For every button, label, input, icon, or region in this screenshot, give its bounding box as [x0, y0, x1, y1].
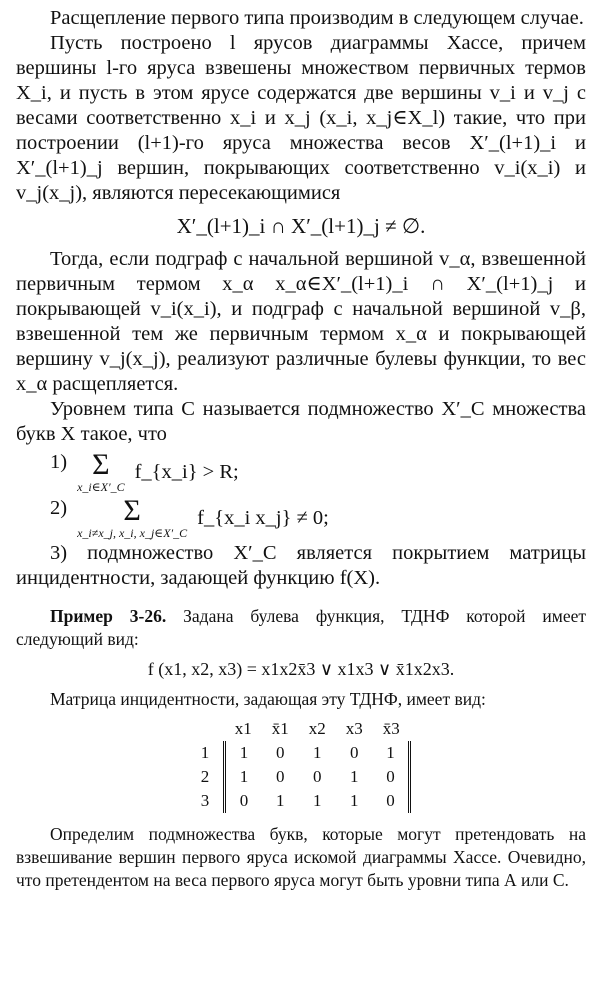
matrix-cell: 0 [276, 767, 285, 786]
matrix-cell: 0 [225, 789, 262, 813]
paragraph-last: Определим подмножества букв, которые могут претендовать на взвешивание вершин первого яруса искомой диаграммы Хассе. Очевидно, что претендентом на веса первого яруса могут быть уровни типа А или С. [16, 824, 586, 890]
matrix-row-label: 3 [200, 791, 210, 810]
matrix-table [191, 717, 412, 813]
condition-1 [50, 448, 586, 494]
incidence-matrix [16, 717, 586, 813]
condition-2-number: 2) [50, 497, 68, 519]
matrix-cell: 1 [313, 743, 322, 762]
matrix-cell: 1 [225, 741, 262, 765]
matrix-cell: 0 [313, 767, 322, 786]
condition-2-subscript: x_i≠x_j, x_i, x_j∈X′_C [77, 526, 188, 540]
sum-sign-2: Σ x_i≠x_j, x_i, x_j∈X′_C [77, 494, 188, 540]
condition-1-subscript: x_i∈X′_C [77, 480, 125, 494]
matrix-cell: 1 [350, 791, 359, 810]
example-heading: Пример 3-26. [50, 606, 167, 626]
formula-intersection: X′_(l+1)_i ∩ X′_(l+1)_j ≠ ∅. [176, 214, 426, 238]
matrix-cell: 1 [313, 791, 322, 810]
matrix-col-header: x̄3 [382, 719, 400, 738]
matrix-row [191, 741, 410, 765]
paragraph-3: Тогда, если подграф с начальной вершиной v_α, взвешенной первичным термом x_α x_α∈X′_(l+1)_i ∩ X′_(l+1)_j и покрывающей v_i(x_i), и подграф с начальной вершиной v_β, взвешенной тем же первичным термом x_α и покрывающей вершину v_j(x_j), реализуют различные булевы функции, то вес x_α расщепляется. [16, 248, 586, 395]
matrix-col-header: x1 [234, 719, 252, 738]
matrix-cell: 0 [373, 789, 410, 813]
paragraph-1: Расщепление первого типа производим в следующем случае. [50, 7, 584, 29]
matrix-cell: 1 [276, 791, 285, 810]
matrix-cell: 0 [350, 743, 359, 762]
matrix-intro: Матрица инцидентности, задающая эту ТДНФ, имеет вид: [50, 689, 486, 709]
condition-2-expression: f_{x_i x_j} ≠ 0; [197, 507, 329, 529]
matrix-cell: 0 [276, 743, 285, 762]
matrix-col-header: x̄1 [271, 719, 289, 738]
matrix-cell: 1 [373, 741, 410, 765]
matrix-header-row [191, 717, 410, 741]
condition-3: 3) подмножество X′_C является покрытием матрицы инцидентности, задающей функцию f(X). [16, 542, 586, 589]
example-paragraph [16, 605, 586, 651]
example-text: Задана булева функция, ТДНФ которой имеет следующий вид: [16, 606, 587, 649]
condition-1-number: 1) [50, 451, 68, 473]
condition-2 [50, 494, 586, 540]
formula-function: f (x1, x2, x3) = x1x2x̄3 ∨ x1x3 ∨ x̄1x2x3. [147, 659, 455, 679]
matrix-col-header: x2 [308, 719, 326, 738]
paragraph-4: Уровнем типа С называется подмножество X′_C множества букв X такое, что [16, 398, 586, 445]
sum-sign-1: Σ x_i∈X′_C [77, 448, 125, 494]
matrix-row [191, 789, 410, 813]
matrix-row-label: 1 [200, 743, 210, 762]
matrix-col-header: x3 [345, 719, 363, 738]
paragraph-2: Пусть построено l ярусов диаграммы Хассе, причем вершины l-го яруса взвешены множеством первичных термов X_i, и пусть в этом ярусе содержатся две вершины v_i и v_j с весами соответственно x_i и x_j (x_i, x_j∈X_l) такие, что при построении (l+1)-го яруса множества весов X′_(l+1)_i и X′_(l+1)_j вершин, покрывающих соответственно v_i(x_i) и v_j(x_j), являются пересекающимися [16, 32, 586, 204]
matrix-cell: 1 [350, 767, 359, 786]
matrix-row [191, 765, 410, 789]
matrix-cell: 0 [373, 765, 410, 789]
matrix-row-label: 2 [200, 767, 210, 786]
matrix-cell: 1 [225, 765, 262, 789]
condition-1-expression: f_{x_i} > R; [134, 461, 239, 483]
